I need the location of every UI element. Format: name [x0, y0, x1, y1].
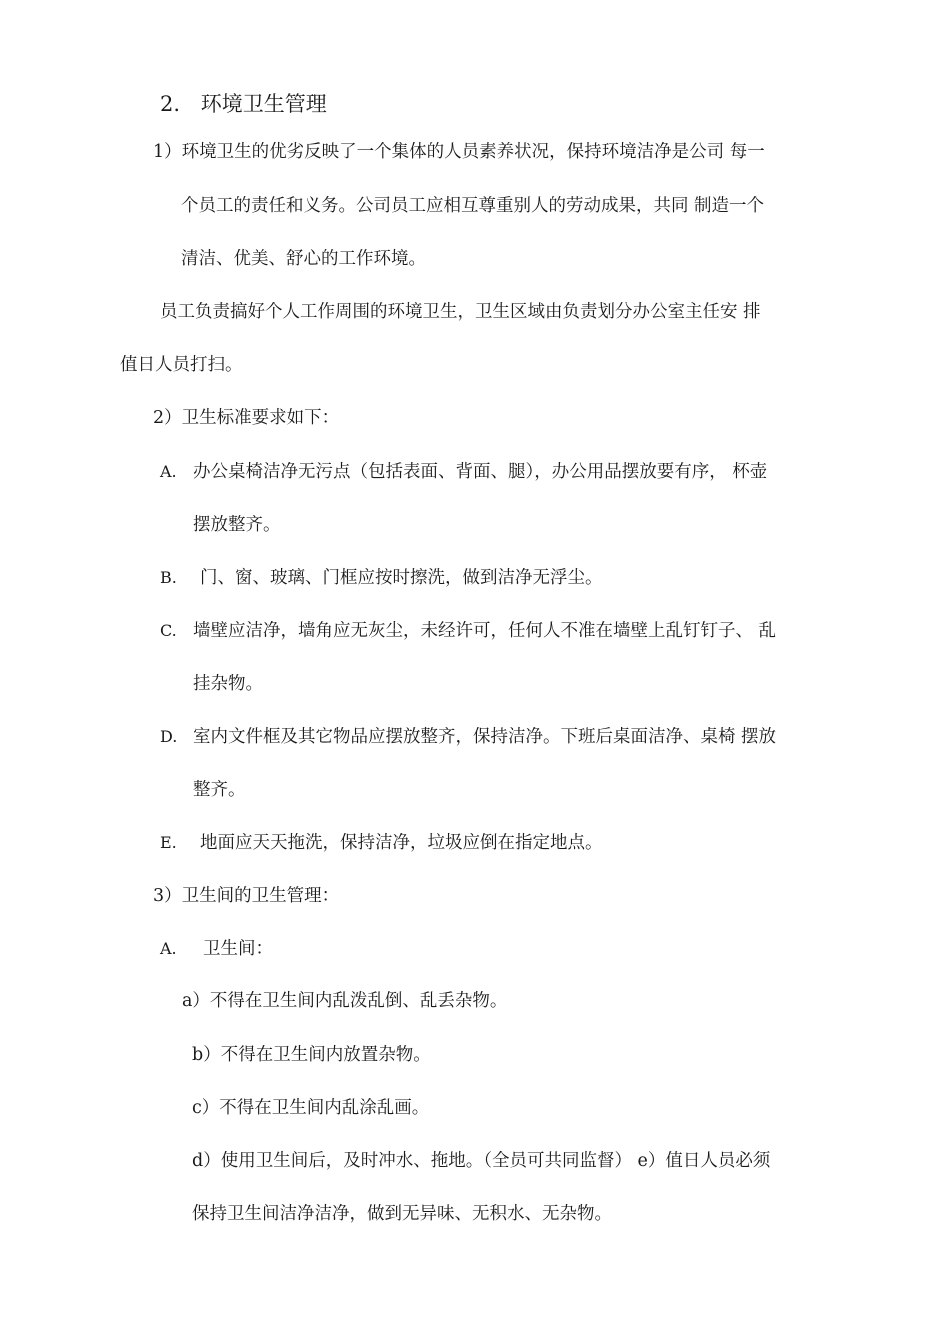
standard-item-c-line-2: 挂杂物。	[193, 674, 263, 694]
standard-item-e-text: 地面应天天拖洗，保持洁净，垃圾应倒在指定地点。	[200, 833, 603, 853]
standard-item-a-line-2: 摆放整齐。	[193, 515, 281, 535]
standard-item-c	[160, 619, 776, 643]
restroom-subsection	[160, 937, 273, 961]
restroom-heading: 3）卫生间的卫生管理：	[153, 886, 340, 906]
restroom-rule-e: 保持卫生间洁净洁净，做到无异味、无积水、无杂物。	[192, 1204, 612, 1224]
standard-item-b-text: 门、窗、玻璃、门框应按时擦洗，做到洁净无浮尘。	[200, 568, 603, 588]
paragraph-1-line-2: 个员工的责任和义务。公司员工应相互尊重别人的劳动成果，共同 制造一个	[181, 196, 765, 216]
paragraph-1-line-1	[153, 140, 765, 164]
restroom-subsection-label: A.	[160, 939, 177, 958]
standard-item-d-text: 室内文件框及其它物品应摆放整齐，保持洁净。下班后桌面洁净、桌椅 摆放	[193, 727, 777, 747]
standard-item-a-text: 办公桌椅洁净无污点（包括表面、背面、腿），办公用品摆放要有序， 杯壶	[193, 462, 768, 482]
standard-item-d-line-2: 整齐。	[193, 780, 246, 800]
paragraph-2-line-2: 值日人员打扫。	[120, 355, 243, 375]
paragraph-1-text: 环境卫生的优劣反映了一个集体的人员素养状况，保持环境洁净是公司 每一	[181, 142, 765, 162]
standard-item-c-label: C.	[160, 621, 177, 640]
restroom-subsection-title: 卫生间：	[203, 939, 273, 959]
standard-item-d	[160, 725, 776, 749]
standard-item-b-label: B.	[160, 568, 177, 587]
restroom-rule-a: a）不得在卫生间内乱泼乱倒、乱丢杂物。	[182, 991, 508, 1011]
section-number: 2.	[160, 92, 181, 116]
section-title: 环境卫生管理	[200, 92, 327, 116]
restroom-rule-c: c）不得在卫生间内乱涂乱画。	[192, 1098, 430, 1118]
paragraph-1-line-3: 清洁、优美、舒心的工作环境。	[181, 249, 426, 269]
paragraph-1-marker: 1）	[153, 142, 182, 162]
section-heading	[160, 90, 327, 118]
standard-item-a	[160, 460, 767, 484]
standards-heading: 2）卫生标准要求如下：	[153, 408, 340, 428]
standard-item-e	[160, 831, 603, 855]
standard-item-c-text: 墙壁应洁净，墙角应无灰尘，未经许可，任何人不准在墙壁上乱钉钉子、 乱	[193, 621, 777, 641]
restroom-rule-b: b）不得在卫生间内放置杂物。	[192, 1045, 431, 1065]
restroom-rule-d: d）使用卫生间后，及时冲水、拖地。（全员可共同监督） e）值日人员必须	[192, 1151, 771, 1171]
standard-item-d-label: D.	[160, 727, 178, 746]
standard-item-b	[160, 566, 603, 590]
standard-item-e-label: E.	[160, 833, 177, 852]
standard-item-a-label: A.	[160, 462, 177, 481]
paragraph-2-line-1: 员工负责搞好个人工作周围的环境卫生，卫生区域由负责划分办公室主任安 排	[160, 302, 761, 322]
